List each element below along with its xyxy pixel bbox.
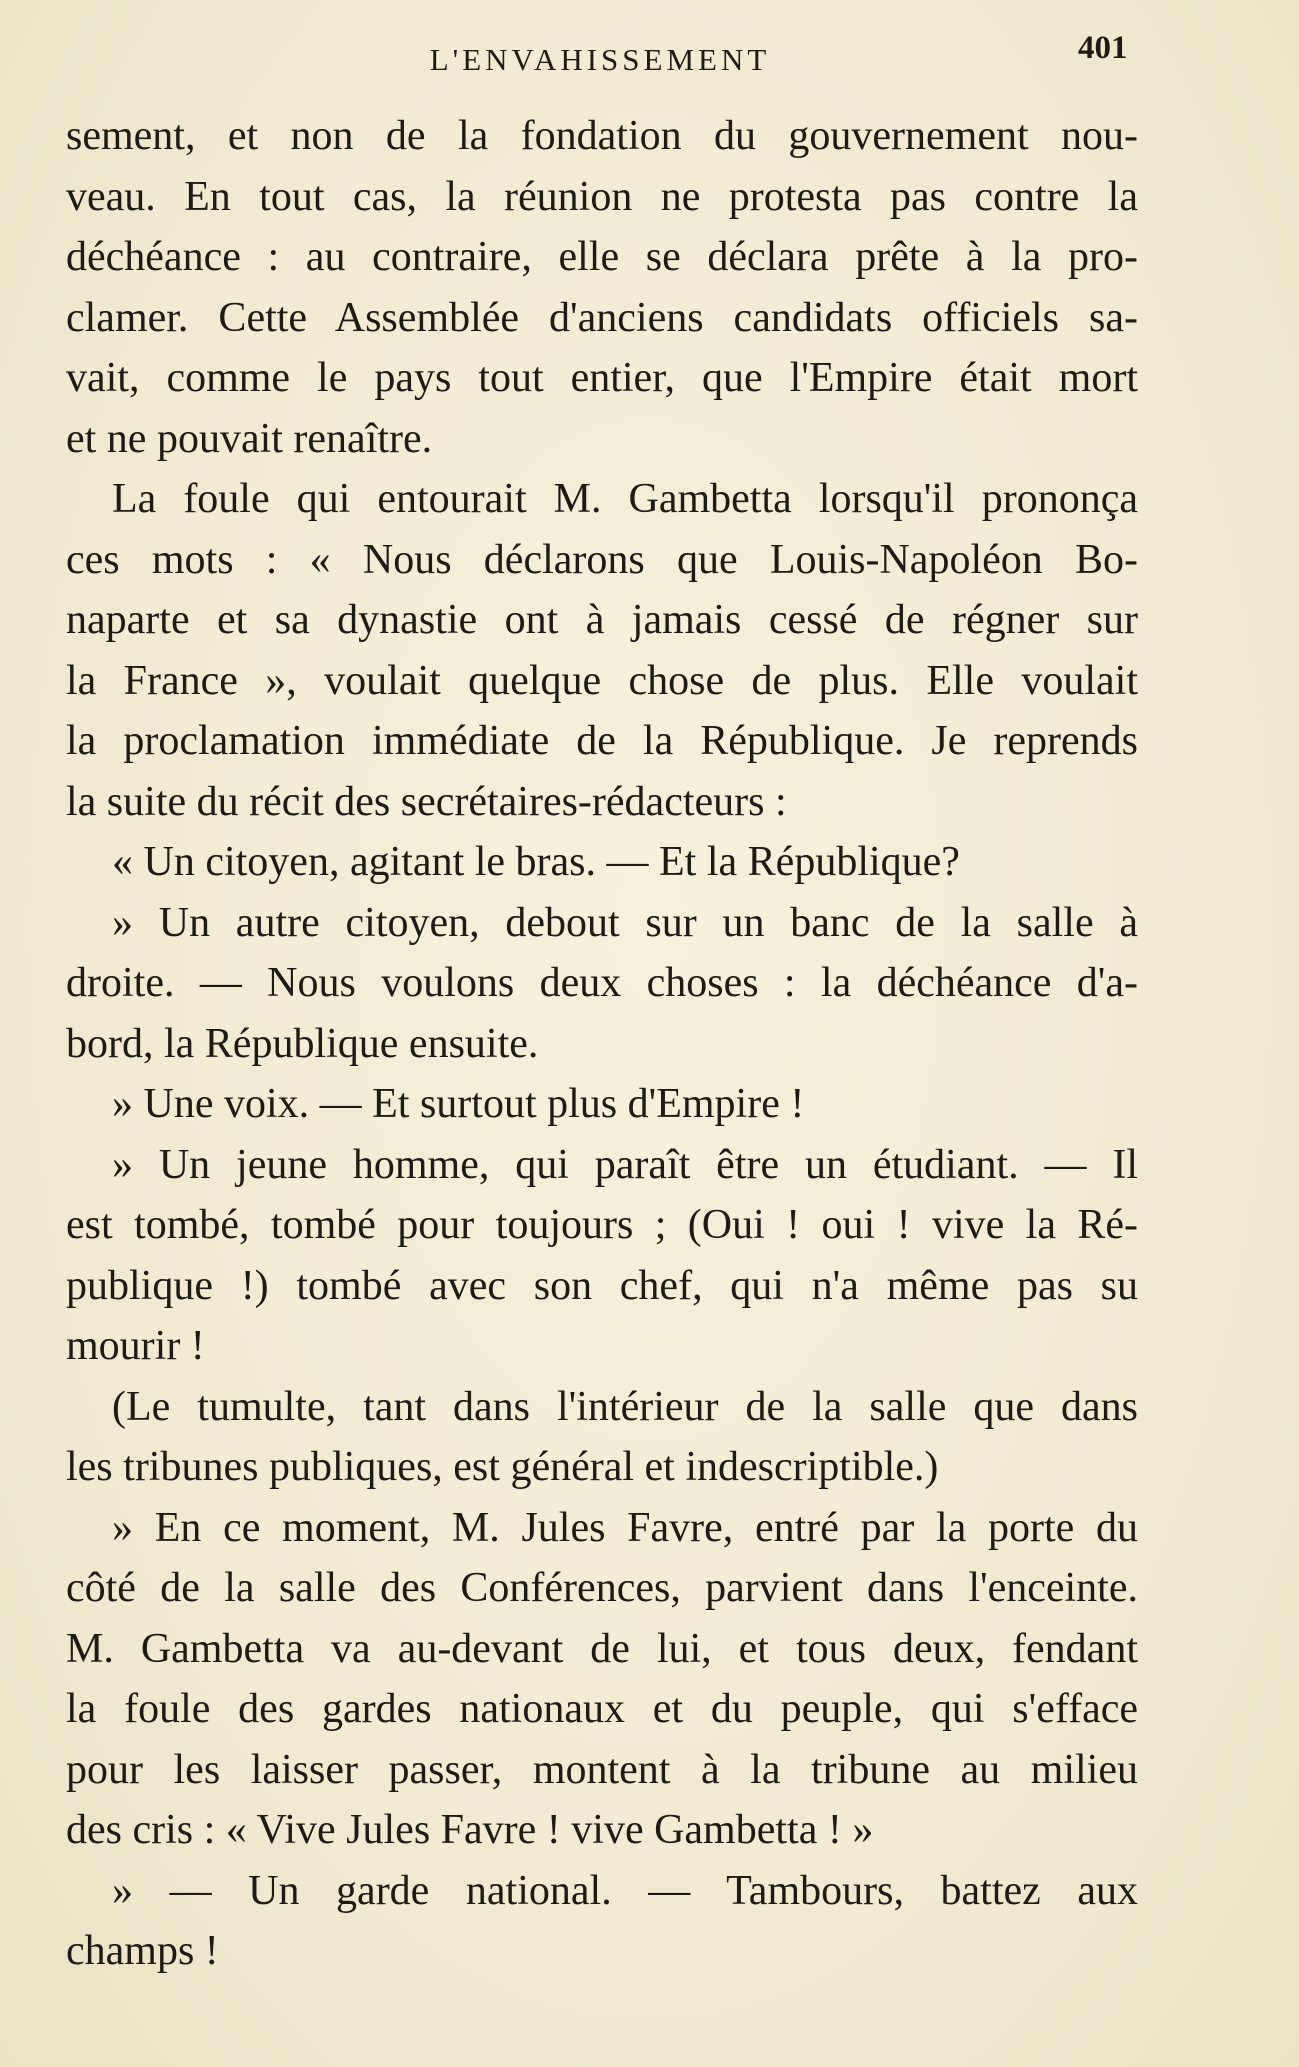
text-line: naparte et sa dynastie ont à jamais cessé de régner sur [66,597,1138,643]
text-line: la suite du récit des secrétaires-rédacteurs : [66,778,787,825]
page-header [0,30,1299,90]
text-line: la foule des gardes nationaux et du peuple, qui s'efface [66,1686,1138,1732]
text-line: » Un jeune homme, qui paraît être un étudiant. — Il [112,1141,1138,1188]
text-line: » En ce moment, M. Jules Favre, entré par la porte du [112,1504,1138,1551]
text-line: La foule qui entourait M. Gambetta lorsqu'il prononça [112,476,1138,522]
text-line: » Une voix. — Et surtout plus d'Empire ! [112,1081,805,1127]
text-line: est tombé, tombé pour toujours ; (Oui ! oui ! vive la Ré- [66,1202,1138,1248]
text-line: clamer. Cette Assemblée d'anciens candidats officiels sa- [66,294,1138,341]
text-line: les tribunes publiques, est général et indescriptible.) [66,1444,939,1490]
text-line: déchéance : au contraire, elle se déclara prête à la pro- [66,234,1138,280]
page-number: 401 [1078,30,1128,66]
text-line: vait, comme le pays tout entier, que l'Empire était mort [66,355,1138,401]
text-line: et ne pouvait renaître. [66,415,433,462]
text-line: pour les laisser passer, montent à la tribune au milieu [66,1746,1138,1793]
text-line: la proclamation immédiate de la République. Je reprends [66,718,1138,764]
body-text [66,106,1138,1982]
text-line: M. Gambetta va au-devant de lui, et tous deux, fendant [66,1625,1138,1672]
text-line: (Le tumulte, tant dans l'intérieur de la salle que dans [112,1383,1138,1430]
text-line: « Un citoyen, agitant le bras. — Et la République? [112,839,960,885]
text-line: ces mots : « Nous déclarons que Louis-Napoléon Bo- [66,536,1138,583]
text-line: veau. En tout cas, la réunion ne protesta pas contre la [66,173,1138,220]
text-line: droite. — Nous voulons deux choses : la déchéance d'a- [66,960,1138,1006]
text-line: champs ! [66,1928,219,1974]
text-line: » — Un garde national. — Tambours, battez aux [112,1867,1138,1914]
text-line: côté de la salle des Conférences, parvient dans l'enceinte. [66,1565,1138,1611]
running-title: L'ENVAHISSEMENT [429,42,771,77]
text-line: » Un autre citoyen, debout sur un banc de la salle à [112,899,1138,946]
text-line: des cris : « Vive Jules Favre ! vive Gambetta ! » [66,1807,874,1853]
text-line: sement, et non de la fondation du gouvernement nou- [66,113,1138,159]
text-line: publique !) tombé avec son chef, qui n'a même pas su [66,1262,1138,1309]
text-line: mourir ! [66,1323,205,1369]
text-line: bord, la République ensuite. [66,1020,539,1067]
text-line: la France », voulait quelque chose de plus. Elle voulait [66,657,1138,704]
